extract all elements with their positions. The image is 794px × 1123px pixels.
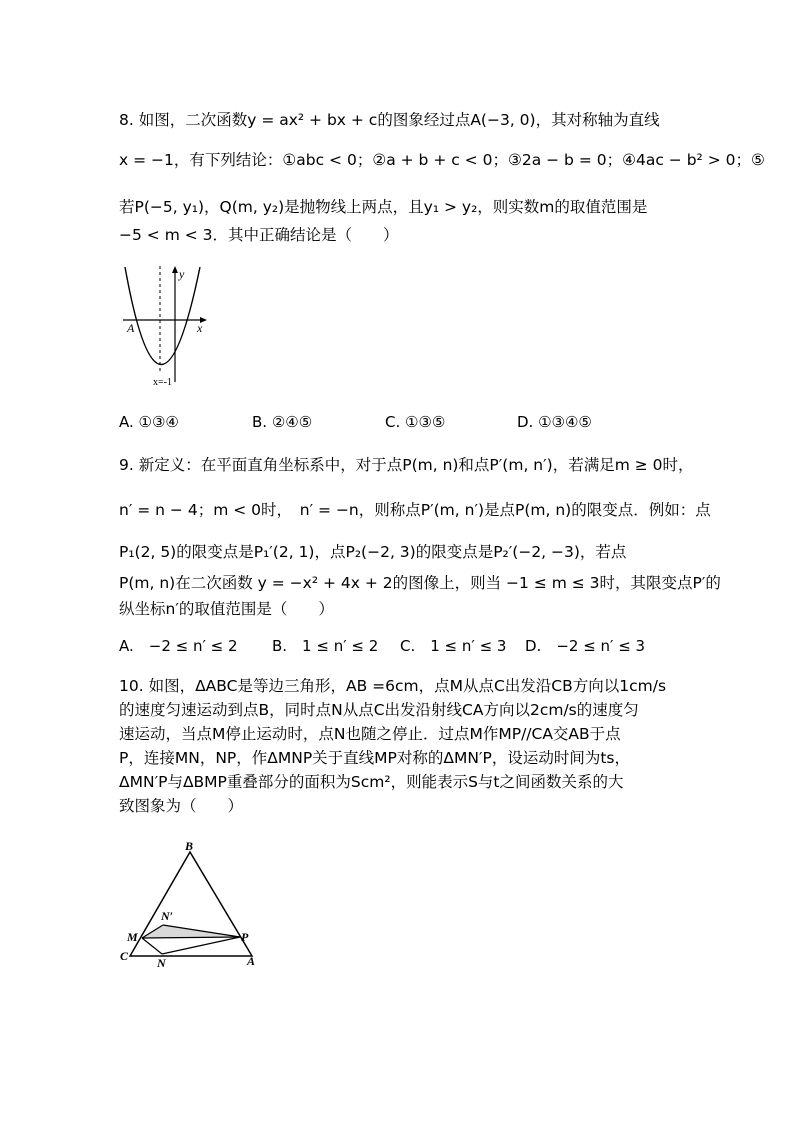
q8-option-b[interactable]: B. ②④⑤ (252, 413, 313, 431)
q10-line-4: P，连接MN，NP，作ΔMNP关于直线MP对称的ΔMN′P，设运动时间为ts， (119, 749, 630, 767)
x-axis-label: x (197, 321, 203, 335)
q9-option-c[interactable]: C. 1 ≤ n′ ≤ 3 (400, 637, 507, 655)
label-a: A (247, 954, 256, 968)
q8-line-4: −5 < m < 3．其中正确结论是（ ） (119, 226, 399, 244)
q10-line-1: 10. 如图，ΔABC是等边三角形，AB =6cm，点M从点C出发沿CB方向以1cm/s (119, 677, 667, 695)
q10-line-3: 速运动，当点M停止运动时，点N也随之停止．过点M作MP//CA交AB于点 (119, 725, 621, 743)
parabola-figure (115, 262, 215, 392)
q10-line-6: 致图象为（ ） (119, 797, 244, 815)
q9-option-a[interactable]: A. −2 ≤ n′ ≤ 2 (119, 637, 238, 655)
q8-option-d[interactable]: D. ①③④⑤ (517, 413, 592, 431)
q9-line-3: P₁(2, 5)的限变点是P₁′(2, 1)，点P₂(−2, 3)的限变点是P₂′(−2, −3)，若点 (119, 543, 627, 561)
label-b: B (185, 839, 194, 853)
q8-line-3: 若P(−5, y₁)，Q(m, y₂)是抛物线上两点，且y₁ > y₂，则实数m的取值范围是 (119, 198, 648, 216)
y-axis-label: y (179, 267, 185, 281)
q9-option-b[interactable]: B. 1 ≤ n′ ≤ 2 (272, 637, 379, 655)
label-c: C (120, 949, 129, 963)
label-n-prime: N′ (161, 909, 174, 923)
label-n: N (157, 956, 166, 970)
q8-line-2: x = −1，有下列结论：①abc < 0；②a + b + c < 0；③2a − b = 0；④4ac − b² > 0；⑤ (119, 151, 765, 169)
q9-line-4: P(m, n)在二次函数 y = −x² + 4x + 2的图像上，则当 −1 ≤ m ≤ 3时，其限变点P′的 (119, 574, 721, 592)
q10-line-5: ΔMN′P与ΔBMP重叠部分的面积为Scm²，则能表示S与t之间函数关系的大 (119, 773, 624, 791)
q8-option-a[interactable]: A. ①③④ (119, 413, 179, 431)
q8-option-c[interactable]: C. ①③⑤ (385, 413, 446, 431)
q8-line-1: 8. 如图，二次函数y = ax² + bx + c的图象经过点A(−3, 0)，其对称轴为直线 (119, 111, 660, 129)
q10-line-2: 的速度匀速运动到点B，同时点N从点C出发沿射线CA方向以2cm/s的速度匀 (119, 701, 639, 719)
q9-line-2: n′ = n − 4；m < 0时， n′ = −n，则称点P′(m, n′)是点P(m, n)的限变点．例如：点 (119, 501, 711, 519)
q9-line-1: 9. 新定义：在平面直角坐标系中，对于点P(m, n)和点P′(m, n′)，若满足m ≥ 0时， (119, 456, 694, 474)
point-a-label: A (127, 321, 135, 335)
triangle-figure (112, 838, 262, 973)
label-m: M (127, 930, 138, 944)
q9-line-5: 纵坐标n′的取值范围是（ ） (119, 600, 334, 618)
label-p: P (241, 930, 249, 944)
symmetry-axis-label: x=-1 (153, 377, 172, 388)
q9-option-d[interactable]: D. −2 ≤ n′ ≤ 3 (525, 637, 646, 655)
